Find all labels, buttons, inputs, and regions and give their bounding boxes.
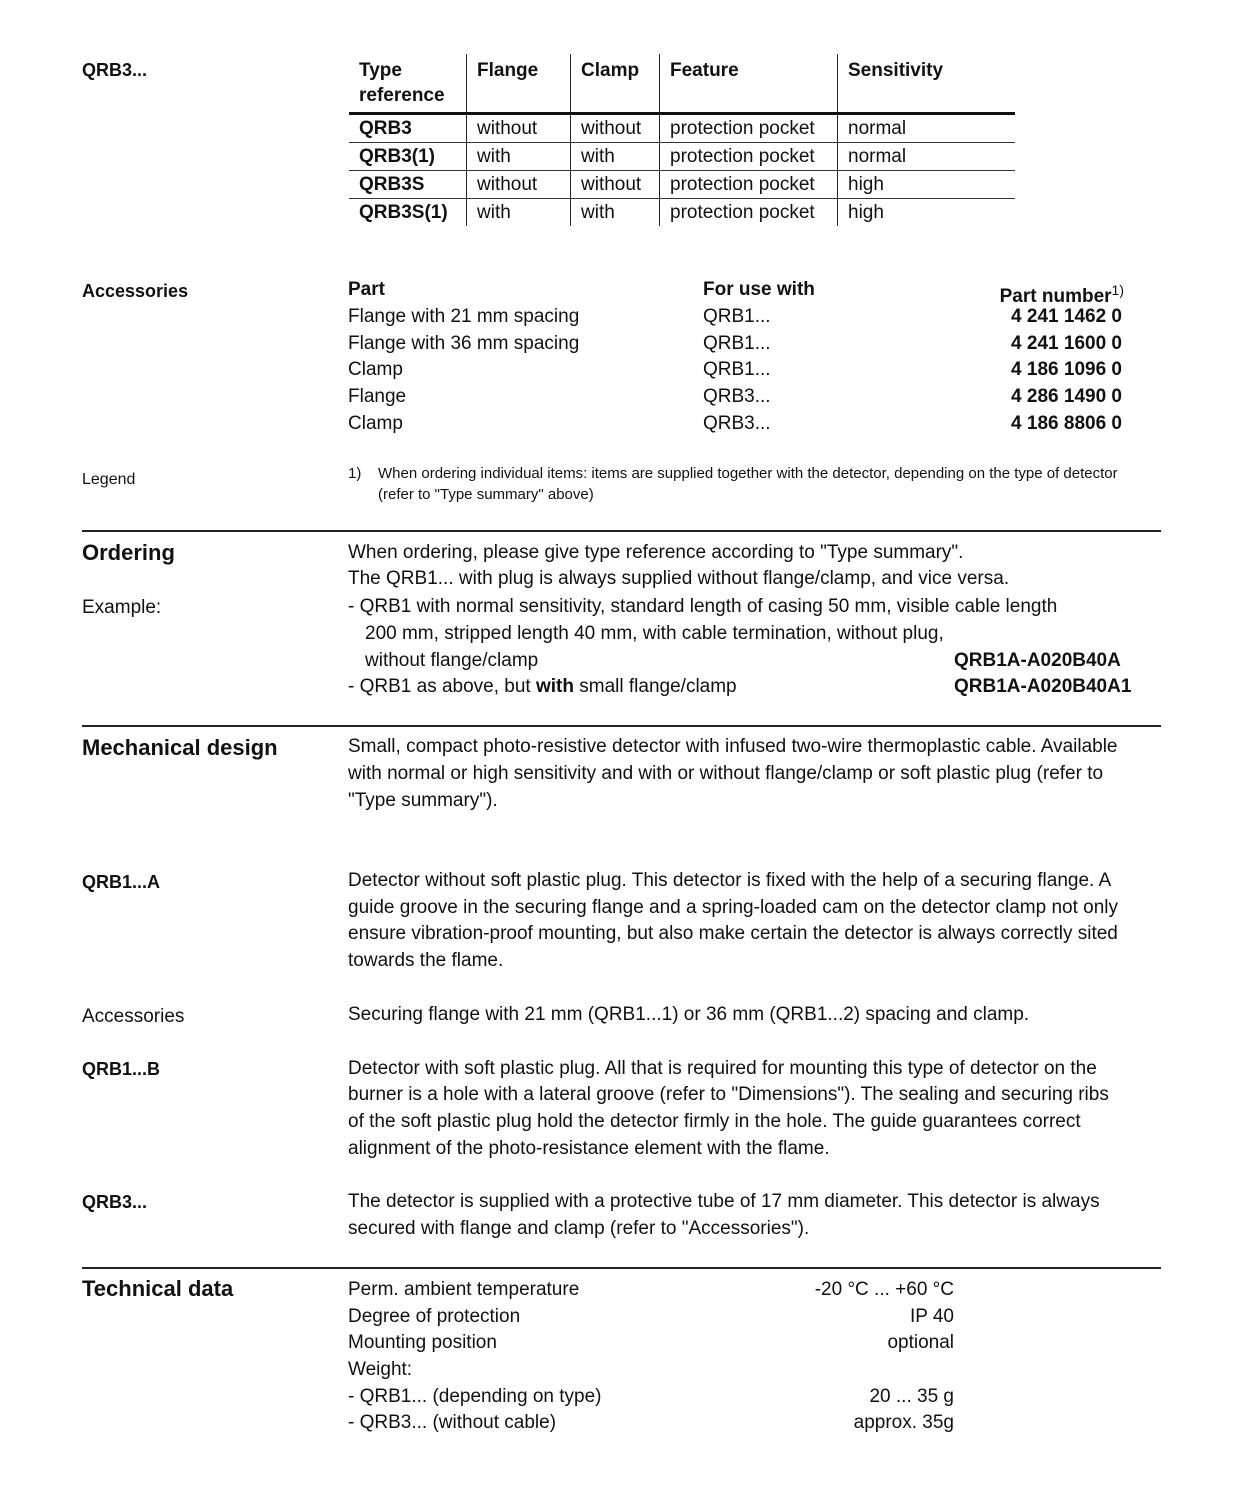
paragraph-line: The detector is supplied with a protective tube of 17 mm diameter. This detector is always (348, 1191, 1100, 1212)
col-type-reference: Type reference (349, 54, 467, 114)
paragraph-line: guide groove in the securing flange and a spring-loaded cam on the detector clamp not only (348, 897, 1118, 918)
cell-sensitivity: high (838, 171, 1016, 199)
paragraph-line: Securing flange with 21 mm (QRB1...1) or 36 mm (QRB1...2) spacing and clamp. (348, 1004, 1030, 1025)
type-summary-table (349, 54, 1015, 226)
header-part-number: Part number$^{1)}$ (999, 282, 1124, 307)
example-text: - QRB1 with normal sensitivity, standard length of casing 50 mm, visible cable length (348, 596, 1058, 617)
example-text: without flange/clamp (365, 650, 539, 671)
cell-sensitivity: normal (838, 143, 1016, 171)
cell-flange: with (467, 143, 571, 171)
example-text: - QRB1 as above, but with small flange/clamp (348, 676, 737, 697)
list-item: Flange with 21 mm spacing QRB1... 4 241 1462 0 (348, 306, 1122, 327)
paragraph-line: secured with flange and clamp (refer to "Accessories"). (348, 1218, 810, 1239)
ordering-heading: Ordering (82, 540, 175, 565)
legend-label: Legend (82, 471, 136, 488)
paragraph-line: ensure vibration-proof mounting, but also make certain the detector is always correctly sited (348, 923, 1118, 944)
cell-sensitivity: high (838, 199, 1016, 227)
technical-data-heading: Technical data (82, 1276, 234, 1301)
cell-type: QRB3(1) (349, 143, 467, 171)
cell-flange: without (467, 171, 571, 199)
list-item: Clamp QRB1... 4 186 1096 0 (348, 359, 1122, 380)
paragraph-line: of the soft plastic plug hold the detector firmly in the hole. The guide guarantees correct (348, 1111, 1081, 1132)
cell-sensitivity: normal (838, 114, 1016, 143)
qrb1a-label: QRB1...A (82, 872, 161, 892)
mech-accessories-label: Accessories (82, 1006, 185, 1027)
cell-clamp: without (571, 171, 660, 199)
cell-type: QRB3S(1) (359, 202, 448, 223)
footnote-text: When ordering individual items: items are supplied together with the detector, depending on the type of detector (refer to "Type summary" above) (378, 465, 1118, 503)
example-type-code: QRB1A-A020B40A (954, 650, 1121, 671)
cell-flange: without (467, 114, 571, 143)
spec-row: - QRB1... (depending on type) 20 ... 35 g (348, 1386, 954, 1407)
paragraph-line: Detector without soft plastic plug. This detector is fixed with the help of a securing flange. A (348, 870, 1112, 891)
paragraph-line: with normal or high sensitivity and with or without flange/clamp or soft plastic plug (refer to (348, 763, 1104, 784)
col-sensitivity: Sensitivity (838, 54, 1016, 114)
spec-row: Perm. ambient temperature -20 °C ... +60 °C (348, 1279, 954, 1300)
accessories-header (348, 277, 1124, 307)
header-part: Part (348, 279, 385, 300)
spec-row: Degree of protection IP 40 (348, 1306, 954, 1327)
qrb1b-label: QRB1...B (82, 1059, 161, 1079)
spec-row: - QRB3... (without cable) approx. 35g (348, 1412, 954, 1433)
example-type-code: QRB1A-A020B40A1 (954, 676, 1132, 697)
type-summary-label: QRB3... (82, 60, 148, 80)
table-row (349, 199, 1015, 227)
cell-feature: protection pocket (660, 199, 838, 227)
header-for-use-with: For use with (703, 279, 815, 300)
example-text: 200 mm, stripped length 40 mm, with cable termination, without plug, (365, 623, 944, 644)
section-divider (82, 1267, 1161, 1269)
col-flange: Flange (467, 54, 571, 114)
section-divider (82, 530, 1161, 532)
table-row (349, 171, 1015, 199)
paragraph-line: towards the flame. (348, 950, 504, 971)
col-feature: Feature (660, 54, 838, 114)
footnote-marker: 1) (348, 465, 362, 482)
cell-clamp: without (571, 114, 660, 143)
qrb3-label: QRB3... (82, 1192, 148, 1212)
example-label: Example: (82, 597, 162, 618)
ordering-text: When ordering, please give type reference according to "Type summary". (348, 542, 964, 563)
cell-type: QRB3S (349, 171, 467, 199)
spec-row: Weight: (348, 1359, 413, 1380)
section-divider (82, 725, 1161, 727)
cell-type: QRB3 (349, 114, 467, 143)
paragraph-line: Detector with soft plastic plug. All that is required for mounting this type of detector on the (348, 1058, 1097, 1079)
accessories-label: Accessories (82, 281, 189, 301)
cell-feature: protection pocket (660, 171, 838, 199)
cell-feature: protection pocket (660, 143, 838, 171)
cell-feature: protection pocket (660, 114, 838, 143)
ordering-text: The QRB1... with plug is always supplied without flange/clamp, and vice versa. (348, 568, 1010, 589)
cell-clamp: with (571, 143, 660, 171)
list-item: Clamp QRB3... 4 186 8806 0 (348, 413, 1122, 434)
cell-clamp: with (571, 199, 660, 227)
list-item: Flange QRB3... 4 286 1490 0 (348, 386, 1122, 407)
col-clamp: Clamp (571, 54, 660, 114)
paragraph-line: alignment of the photo-resistance element with the flame. (348, 1138, 830, 1159)
spec-row: Mounting position optional (348, 1332, 954, 1353)
cell-flange: with (467, 199, 571, 227)
footnote-marker: 1) (1111, 282, 1124, 298)
paragraph-line: "Type summary"). (348, 790, 498, 811)
table-row (349, 143, 1015, 171)
list-item: Flange with 36 mm spacing QRB1... 4 241 1600 0 (348, 333, 1122, 354)
paragraph-line: burner is a hole with a lateral groove (refer to "Dimensions"). The sealing and securing ribs (348, 1084, 1109, 1105)
table-header-row (349, 54, 1015, 114)
paragraph-line: Small, compact photo-resistive detector with infused two-wire thermoplastic cable. Available (348, 736, 1118, 757)
mechanical-design-heading: Mechanical design (82, 735, 278, 760)
table-row (349, 114, 1015, 143)
